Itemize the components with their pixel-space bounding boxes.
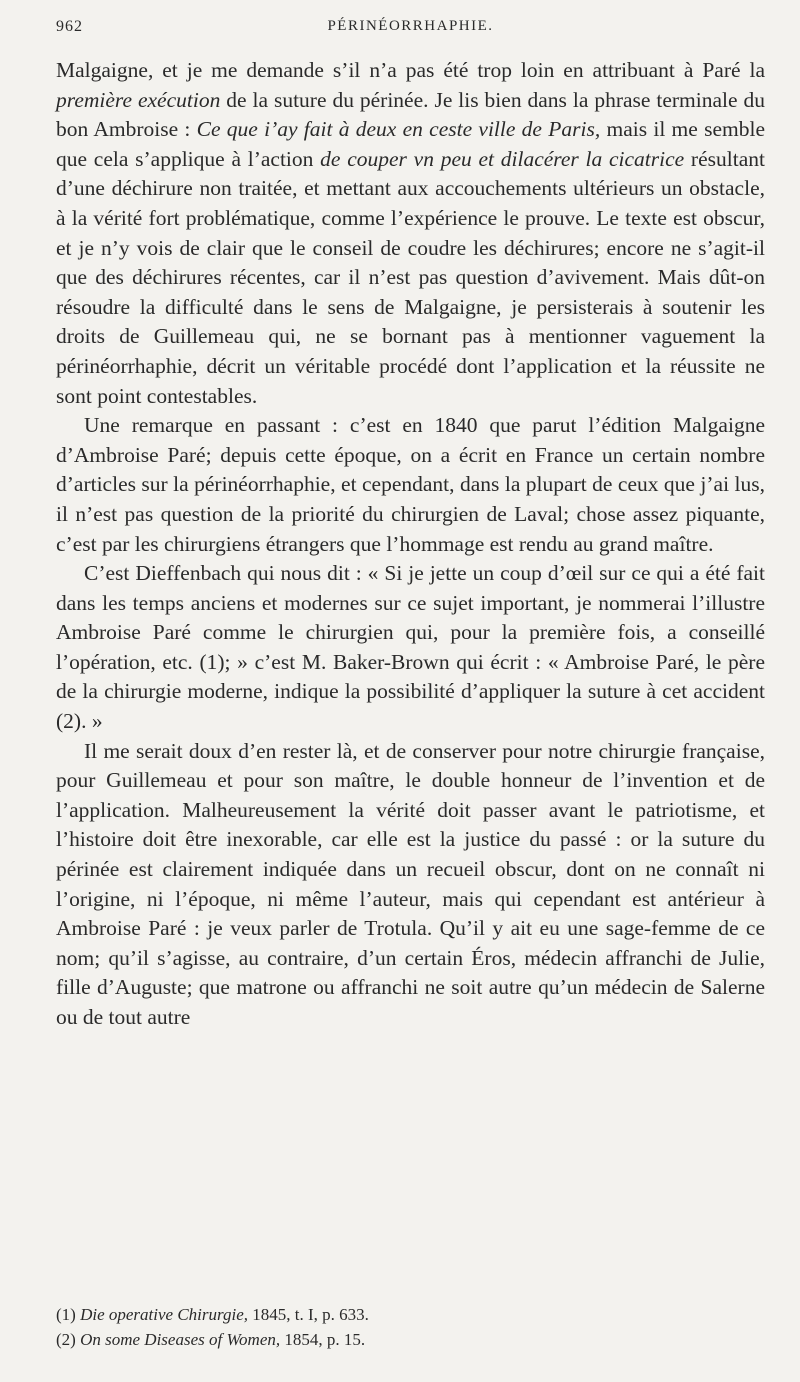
footnote-2-rest: 1854, p. 15. xyxy=(280,1330,366,1349)
footnote-1-marker: (1) xyxy=(56,1305,81,1324)
page-number: 962 xyxy=(56,18,83,35)
running-title: PÉRINÉORRHAPHIE. xyxy=(327,18,494,34)
p1-text-3: mais il me semble que cela s’applique à l’action xyxy=(56,117,765,171)
paragraph-3: C’est Dieffenbach qui nous dit : « Si je jette un coup d’œil sur ce qui a été fait dans les temps anciens et modernes sur ce sujet important, je nommerai l’illustre Ambroise Paré comme le chirurgien qui, pour la première fois, a conseillé l’opération, etc. (1); » c’est M. Baker-Brown qui écrit : « Ambroise Paré, le père de la chirurgie moderne, indique la possibilité d’appliquer la suture à cet accident (2). » xyxy=(56,561,765,734)
footnote-1-title: Die operative Chirurgie, xyxy=(80,1305,249,1324)
paragraph-1 xyxy=(56,56,765,411)
p1-italic-1: première exécution xyxy=(56,87,221,112)
p1-italic-3: de couper vn peu et dilacérer la cicatrice xyxy=(320,146,685,171)
footnote-2-title: On some Diseases of Women, xyxy=(80,1330,281,1349)
main-text xyxy=(56,56,765,1033)
p1-italic-2: Ce que i’ay fait à deux en ceste ville de Paris, xyxy=(196,117,601,142)
p1-text-1: Malgaigne, et je me demande s’il n’a pas été trop loin en attribuant à Paré la xyxy=(56,58,765,82)
running-head xyxy=(56,18,765,42)
footnote-1-rest: 1845, t. I, p. 633. xyxy=(248,1305,369,1324)
footnotes xyxy=(56,1302,765,1352)
footnote-2 xyxy=(56,1327,765,1352)
footnote-2-marker: (2) xyxy=(56,1330,81,1349)
paragraph-4: Il me serait doux d’en rester là, et de conserver pour notre chirurgie française, pour Guillemeau et pour son maître, le double honneur de l’invention et de l’application. Malheureusement la vérité doit passer avant le patriotisme, et l’histoire doit être inexorable, car elle est la justice du passé : or la suture du périnée est clairement indiquée dans un recueil obscur, dont on ne connaît ni l’origine, ni l’époque, ni même l’auteur, mais qui cependant est antérieur à Ambroise Paré : je veux parler de Trotula. Qu’il y ait eu une sage-femme de ce nom; qu’il s’agisse, au contraire, d’un certain Éros, médecin affranchi de Julie, fille d’Auguste; que matrone ou affranchi ne soit autre qu’un médecin de Salerne ou de tout autre xyxy=(56,738,765,1029)
p1-text-2: de la suture du périnée. Je lis bien dans la phrase terminale du bon Ambroise : xyxy=(56,87,765,142)
p1-text-4: résultant d’une déchirure non traitée, et mettant aux accouchements ultérieurs un obstacle, à la vérité fort problématique, comme l’expérience le prouve. Le texte est obscur, et je n’y vois de clair que le conseil de coudre les déchirures; encore ne s’agit-il que des déchirures récentes, car il n’est pas question d’avivement. Mais dût-on résoudre la difficulté dans le sens de Malgaigne, je persisterais à soutenir les droits de Guillemeau qui, ne se bornant pas à mentionner vaguement la périnéorrhaphie, décrit un véritable procédé dont l’application et la réussite ne sont point contestables. xyxy=(56,146,765,408)
paragraph-2: Une remarque en passant : c’est en 1840 que parut l’édition Malgaigne d’Ambroise Paré; depuis cette époque, on a écrit en France un certain nombre d’articles sur la périnéorrhaphie, et cependant, dans la plupart de ceux que j’ai lus, il n’est pas question de la priorité du chirurgien de Laval; chose assez piquante, c’est par les chirurgiens étrangers que l’hommage est rendu au grand maître. xyxy=(56,413,765,556)
footnote-1 xyxy=(56,1302,765,1327)
